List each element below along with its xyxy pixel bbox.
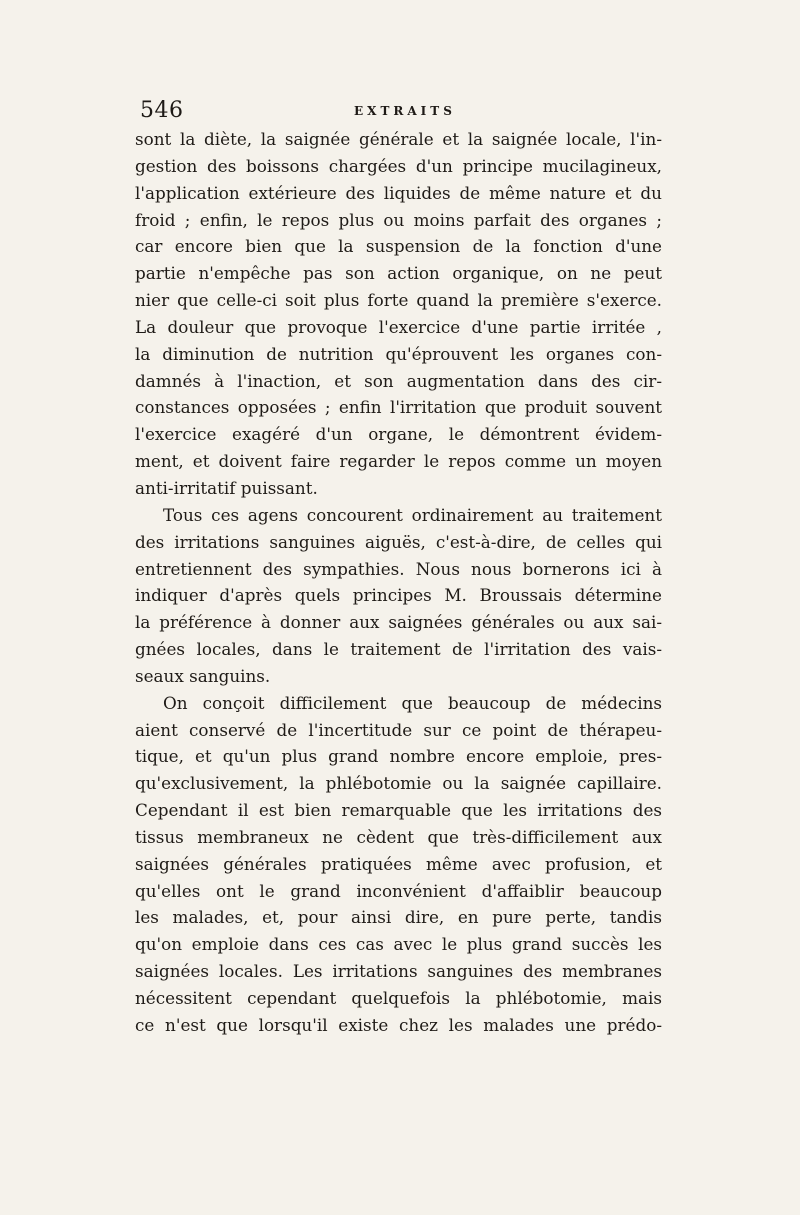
text-line: froid ; enfin, le repos plus ou moins parfait des organes ; [135, 209, 662, 230]
running-head: EXTRAITS [354, 104, 456, 118]
text-line: qu'elles ont le grand inconvénient d'affaiblir beaucoup [135, 880, 662, 901]
text-line: l'exercice exagéré d'un organe, le démontrent évidem- [135, 424, 662, 445]
text-line: nier que celle-ci soit plus forte quand la première s'exerce. [135, 290, 662, 311]
text-line: tique, et qu'un plus grand nombre encore emploie, pres- [135, 746, 662, 767]
text-line: la diminution de nutrition qu'éprouvent les organes con- [135, 343, 662, 364]
text-line: qu'exclusivement, la phlébotomie ou la saignée capillaire. [135, 773, 662, 794]
text-line: Cependant il est bien remarquable que les irritations des [135, 800, 662, 821]
text-line: car encore bien que la suspension de la fonction d'une [135, 236, 662, 257]
body-text [135, 126, 662, 1039]
text-line: ment, et doivent faire regarder le repos comme un moyen [135, 451, 662, 472]
text-line: La douleur que provoque l'exercice d'une partie irritée , [135, 316, 662, 337]
text-line: l'application extérieure des liquides de même nature et du [135, 182, 662, 203]
text-line: la préférence à donner aux saignées générales ou aux sai- [135, 612, 662, 633]
text-line: Tous ces agens concourent ordinairement au traitement [163, 504, 662, 525]
text-line: entretiennent des sympathies. Nous nous bornerons ici à [135, 558, 662, 579]
text-line: ce n'est que lorsqu'il existe chez les malades une prédo- [135, 1014, 662, 1035]
text-line: nécessitent cependant quelquefois la phlébotomie, mais [135, 988, 662, 1008]
text-line: des irritations sanguines aiguës, c'est-à-dire, de celles qui [135, 531, 662, 552]
text-line: anti-irritatif puissant. [135, 477, 318, 498]
text-line: indiquer d'après quels principes M. Broussais détermine [135, 585, 662, 606]
text-line: constances opposées ; enfin l'irritation que produit souvent [135, 397, 662, 418]
text-line: damnés à l'inaction, et son augmentation dans des cir- [135, 370, 662, 391]
text-line: On conçoit difficilement que beaucoup de médecins [163, 692, 662, 713]
text-line: gnées locales, dans le traitement de l'irritation des vais- [135, 639, 662, 660]
text-line: gestion des boissons chargées d'un principe mucilagineux, [135, 155, 662, 176]
text-line: saignées générales pratiquées même avec profusion, et [135, 853, 662, 874]
page-header [140, 98, 660, 128]
text-line: partie n'empêche pas son action organique, on ne peut [135, 263, 662, 284]
text-line: seaux sanguins. [135, 665, 271, 686]
page-number: 546 [140, 98, 184, 123]
text-line: les malades, et, pour ainsi dire, en pure perte, tandis [135, 907, 662, 928]
text-line: sont la diète, la saignée générale et la saignée locale, l'in- [135, 129, 662, 149]
text-line: saignées locales. Les irritations sanguines des membranes [135, 961, 662, 982]
text-line: tissus membraneux ne cèdent que très-difficilement aux [135, 826, 662, 847]
text-line: aient conservé de l'incertitude sur ce point de thérapeu- [135, 719, 662, 740]
text-line: qu'on emploie dans ces cas avec le plus grand succès les [135, 934, 662, 955]
